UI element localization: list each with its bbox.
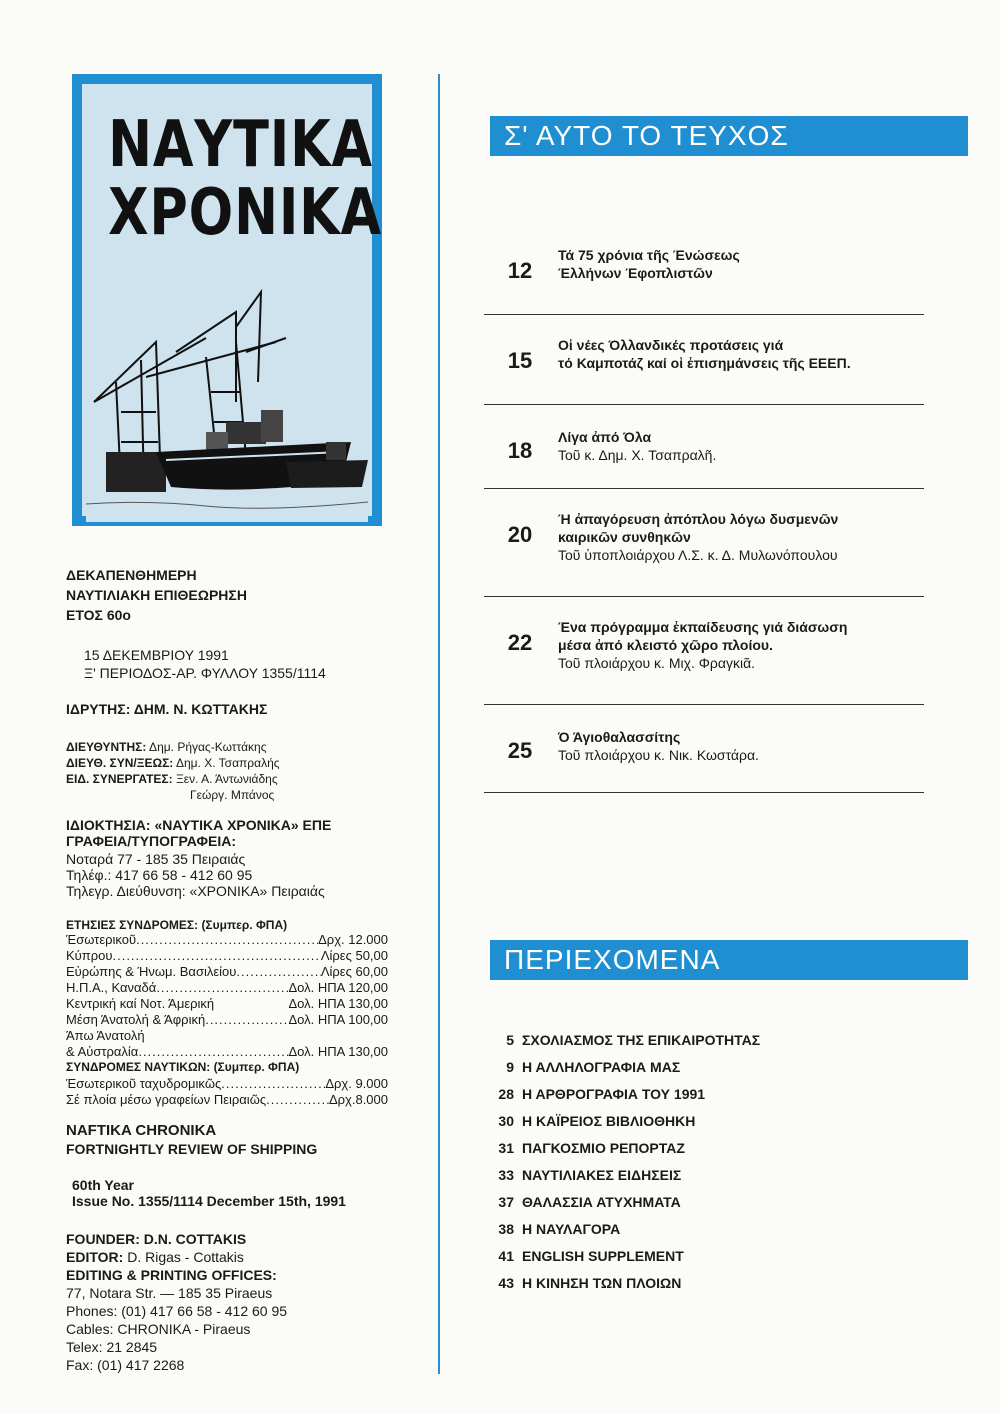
staff-role: ΔΙΕΥΘ. ΣΥΝ/ΞΕΩΣ: [66,756,174,770]
toc-item[interactable] [488,1086,705,1104]
naval-subscription-row: Σέ πλοία μέσω γραφείων Πειραιῶς ..... Δρχ.8.000 [66,1092,388,1108]
english-founder: FOUNDER: D.N. COTTAKIS [66,1231,247,1247]
english-issue: Issue No. 1355/1114 December 15th, 1991 [72,1193,346,1209]
toc-item[interactable] [488,1059,680,1077]
article-entry[interactable] [558,510,838,564]
article-page-number: 15 [507,348,533,373]
in-this-issue-heading: Σ' ΑΥΤΟ ΤΟ ΤΕΥΧΟΣ [490,116,968,156]
toc-item[interactable] [488,1167,681,1185]
subscription-row: Κεντρική καί Νοτ. Άμερική Δολ. ΗΠΑ 130,00 [66,996,388,1011]
article-entry[interactable] [558,428,716,464]
office-phone: Τηλέφ.: 417 66 58 - 412 60 95 [66,867,253,883]
article-page-number: 12 [507,258,533,283]
article-page-number: 18 [507,438,533,463]
toc-title: ENGLISH SUPPLEMENT [522,1248,684,1264]
subscription-row: Μέση Άνατολή & Άφρική ..... Δολ. ΗΠΑ 100,00 [66,1012,388,1028]
article-page-number: 20 [507,522,533,547]
article-page-number: 25 [507,738,533,763]
toc-page: 37 [498,1194,514,1210]
subscription-row: Άπω Άνατολή [66,1028,145,1043]
english-address: 77, Notara Str. — 185 35 Piraeus [66,1285,273,1301]
article-title-line: Οἱ νέες Όλλανδικές προτάσεις γιά [558,337,784,353]
article-author: Τοῦ πλοιάρχου κ. Νικ. Κωστάρα. [558,747,759,763]
toc-item[interactable] [488,1194,681,1212]
article-title-line: Ή ἀπαγόρευση ἀπόπλου λόγω δυσμενῶν [558,511,839,527]
toc-page: 33 [498,1167,514,1183]
english-fax: Fax: (01) 417 2268 [66,1357,185,1373]
english-offices-heading: EDITING & PRINTING OFFICES: [66,1267,277,1283]
subscription-row: Κύπρου ..... Λίρες 50,00 [66,948,388,964]
article-title-line: Έλλήνων Έφοπλιστῶν [558,265,713,281]
article-title-line: Ένα πρόγραμμα ἐκπαίδευσης γιά διάσωση [558,619,848,635]
cover-title-line-2: ΧΡΟΝΙΚΑ [108,176,383,250]
subscription-row: & Αὐστραλία ..... Δολ. ΗΠΑ 130,00 [66,1044,388,1060]
toc-page: 31 [498,1140,514,1156]
article-page-number: 22 [507,630,533,655]
article-separator [484,404,924,405]
article-separator [484,792,924,793]
toc-title: ΠΑΓΚΟΣΜΙΟ ΡΕΠΟΡΤΑΖ [522,1140,685,1156]
article-title-line: Ό Άγιοθαλασσίτης [558,729,681,745]
issue-date: 15 ΔΕΚΕΜΒΡΙΟΥ 1991 [84,647,229,663]
telegraph-address: Τηλεγρ. Διεύθυνση: «ΧΡΟΝΙΚΑ» Πειραιάς [66,883,325,899]
cover-panel [82,84,383,516]
editor-label: EDITOR: [66,1249,124,1265]
naval-subscriptions-heading: ΣΥΝΔΡΟΜΕΣ ΝΑΥΤΙΚΩΝ: (Συμπερ. ΦΠΑ) [66,1060,300,1074]
english-name: NAFTIKA CHRONIKA [66,1122,217,1139]
subscriptions-heading: ΕΤΗΣΙΕΣ ΣΥΝΔΡΟΜΕΣ: (Συμπερ. ΦΠΑ) [66,918,288,932]
toc-item[interactable] [488,1221,620,1239]
toc-title: Η ΑΛΛΗΛΟΓΡΑΦΙΑ ΜΑΣ [522,1059,681,1075]
naval-subscription-row: Έσωτερικοῦ ταχυδρομικῶς ..... Δρχ. 9.000 [66,1076,388,1092]
article-entry[interactable] [558,246,740,282]
toc-title: ΘΑΛΑΣΣΙΑ ΑΤΥΧΗΜΑΤΑ [522,1194,681,1210]
toc-title: Η ΑΡΘΡΟΓΡΑΦΙΑ ΤΟΥ 1991 [522,1086,706,1102]
english-cables: Cables: CHRONIKA - Piraeus [66,1321,251,1337]
english-telex: Telex: 21 2845 [66,1339,158,1355]
toc-title: ΣΧΟΛΙΑΣΜΟΣ ΤΗΣ ΕΠΙΚΑΙΡΟΤΗΤΑΣ [522,1032,761,1048]
subscription-row: Η.Π.Α., Καναδά ..... Δολ. ΗΠΑ 120,00 [66,980,388,996]
contents-heading: ΠΕΡΙΕΧΟΜΕΝΑ [490,940,968,980]
toc-item[interactable] [488,1275,681,1293]
toc-page: 41 [498,1248,514,1264]
toc-title: ΝΑΥΤΙΛΙΑΚΕΣ ΕΙΔΗΣΕΙΣ [522,1167,682,1183]
article-title-line: μέσα ἀπό κλειστό χῶρο πλοίου. [558,637,773,653]
editor-name: D. Rigas - Cottakis [127,1249,244,1265]
article-separator [484,596,924,597]
toc-title: Η ΚΑΪΡΕΙΟΣ ΒΙΒΛΙΟΘΗΚΗ [522,1113,696,1129]
article-author: Τοῦ πλοιάρχου κ. Μιχ. Φραγκιᾶ. [558,655,756,671]
staff-role: ΔΙΕΥΘΥΝΤΗΣ: [66,740,147,754]
article-separator [484,488,924,489]
toc-page: 9 [506,1059,514,1075]
issue-number: Ξ' ΠΕΡΙΟΔΟΣ-ΑΡ. ΦΥΛΛΟΥ 1355/1114 [84,665,326,681]
subscription-row: Εὐρώπης & Ήνωμ. Βασιλείου ..... Λίρες 60,00 [66,964,388,980]
english-editor [66,1248,244,1266]
article-entry[interactable] [558,728,759,764]
toc-item[interactable] [488,1032,760,1050]
toc-page: 28 [498,1086,514,1102]
english-phones: Phones: (01) 417 66 58 - 412 60 95 [66,1303,288,1319]
article-author: Τοῦ κ. Δημ. Χ. Τσαπραλῆ. [558,447,717,463]
toc-page: 38 [498,1221,514,1237]
publication-year: ΕΤΟΣ 60ο [66,607,131,623]
article-title-line: Τά 75 χρόνια τῆς Ένώσεως [558,247,740,263]
cover-title-line-1: ΝΑΥΤΙΚΑ [108,108,373,182]
article-separator [484,314,924,315]
toc-title: Η ΚΙΝΗΣΗ ΤΩΝ ΠΛΟΙΩΝ [522,1275,682,1291]
article-author: Τοῦ ὑποπλοιάρχου Λ.Σ. κ. Δ. Μυλωνόπουλου [558,547,838,563]
staff-contributor-2: Γεώργ. Μπάνος [190,788,275,802]
article-entry[interactable] [558,336,851,372]
article-entry[interactable] [558,618,847,672]
founder-greek: ΙΔΡΥΤΗΣ: ΔΗΜ. Ν. ΚΩΤΤΑΚΗΣ [66,701,268,717]
english-year: 60th Year [72,1177,135,1193]
toc-page: 5 [506,1032,514,1048]
toc-item[interactable] [488,1140,685,1158]
toc-title: Η ΝΑΥΛΑΓΟΡΑ [522,1221,621,1237]
port-cranes-illustration [86,282,368,522]
staff-name: Ξεν. Α. Άντωνιάδης [175,772,278,786]
office-address: Νοταρά 77 - 185 35 Πειραιάς [66,851,246,867]
toc-item[interactable] [488,1248,684,1266]
toc-page: 43 [498,1275,514,1291]
article-title-line: Λίγα ἀπό Όλα [558,429,652,445]
magazine-cover [72,74,382,526]
ownership: ΙΔΙΟΚΤΗΣΙΑ: «ΝΑΥΤΙΚΑ ΧΡΟΝΙΚΑ» ΕΠΕ [66,817,332,833]
article-separator [484,704,924,705]
staff-name: Δημ. Χ. Τσαπραλής [175,756,280,770]
toc-item[interactable] [488,1113,695,1131]
toc-page: 30 [498,1113,514,1129]
column-divider [438,74,440,1374]
article-title-line: τό Καμποτάζ καί οἱ ἐπισημάνσεις τῆς ΕΕΕΠ. [558,355,851,371]
subscription-row: Έσωτερικοῦ ..... Δρχ. 12.000 [66,932,388,948]
publication-type-line-1: ΔΕΚΑΠΕΝΘΗΜΕΡΗ [66,567,197,583]
offices-heading: ΓΡΑΦΕΙΑ/ΤΥΠΟΓΡΑΦΕΙΑ: [66,833,236,849]
staff-name: Δημ. Ρήγας-Κωττάκης [149,740,267,754]
english-tagline: FORTNIGHTLY REVIEW OF SHIPPING [66,1141,318,1157]
publication-type-line-2: ΝΑΥΤΙΛΙΑΚΗ ΕΠΙΘΕΩΡΗΣΗ [66,587,247,603]
article-title-line: καιρικῶν συνθηκῶν [558,529,691,545]
staff-role: ΕΙΔ. ΣΥΝΕΡΓΑΤΕΣ: [66,772,173,786]
